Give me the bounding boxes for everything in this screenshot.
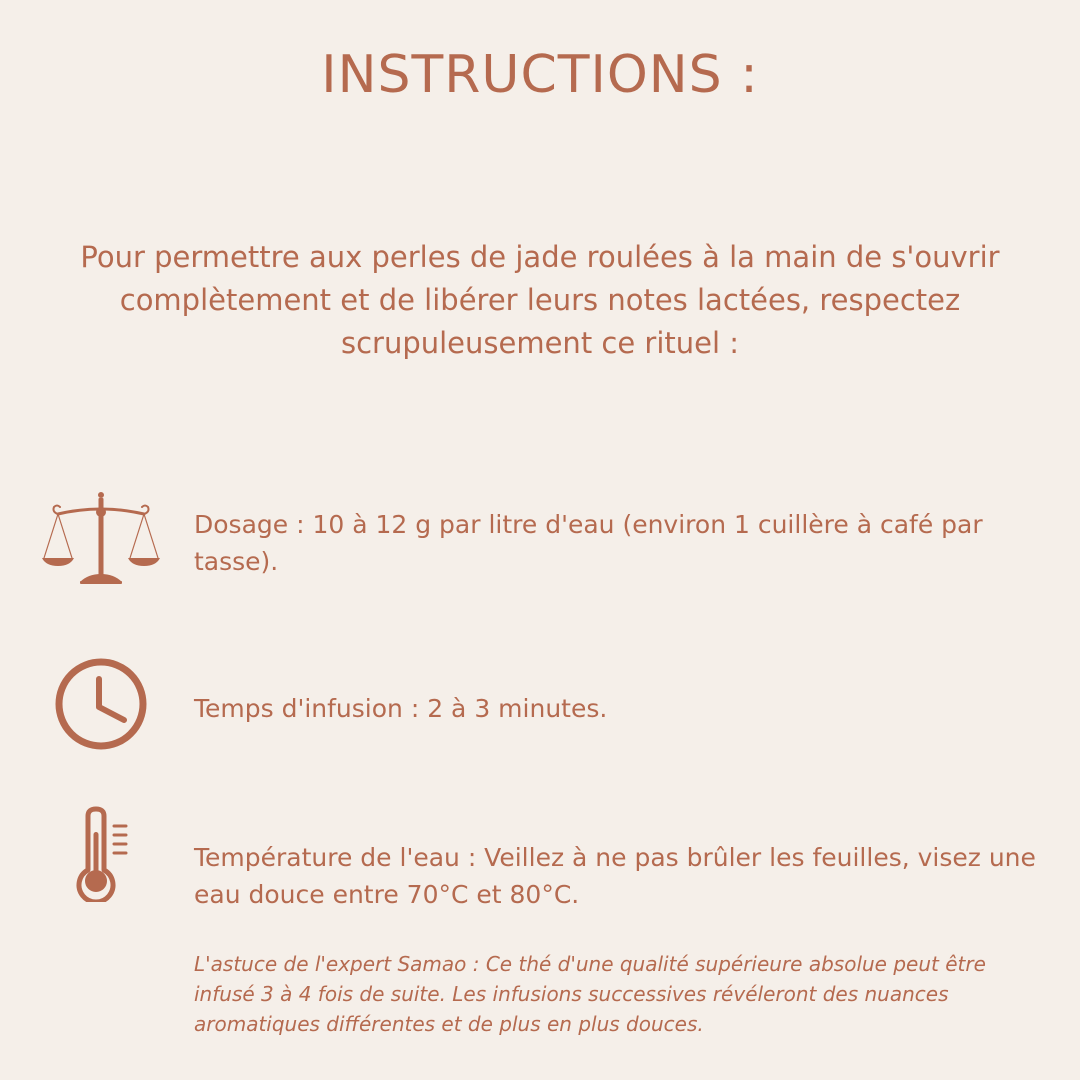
intro-paragraph: Pour permettre aux perles de jade roulées à la main de s'ouvrir complètement et de libérer leurs notes lactées, respectez scrupuleusement ce rituel : <box>80 240 1000 360</box>
water-temperature-text: Température de l'eau : Veillez à ne pas brûler les feuilles, visez une eau douce entre 70°C et 80°C. <box>194 843 1036 909</box>
dosage-text: Dosage : 10 à 12 g par litre d'eau (environ 1 cuillère à café par tasse). <box>194 510 983 576</box>
page-title: INSTRUCTIONS : <box>321 45 759 105</box>
expert-tip: L'astuce de l'expert Samao : Ce thé d'une qualité supérieure absolue peut être infusé 3 à 4 fois de suite. Les infusions successives révéleront des nuances aromatiques différentes et de plus en plus douces. <box>194 952 986 1036</box>
balance-scale-icon <box>40 490 162 586</box>
clock-icon <box>53 656 149 752</box>
infusion-time-text: Temps d'infusion : 2 à 3 minutes. <box>194 694 608 723</box>
thermometer-icon <box>72 806 132 902</box>
